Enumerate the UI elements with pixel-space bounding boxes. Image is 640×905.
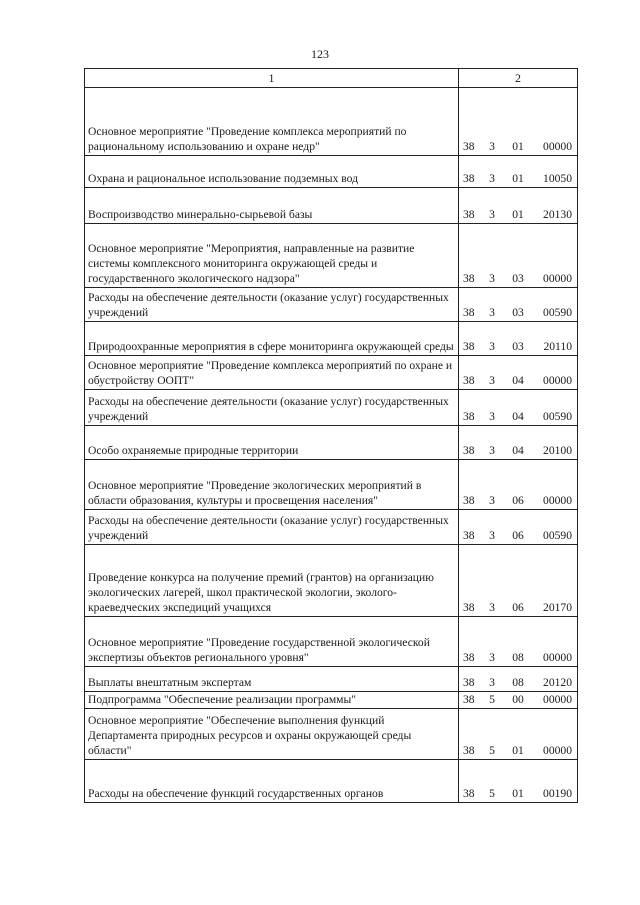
subprogram-code: 3 [489, 208, 495, 221]
table-row [85, 667, 578, 692]
program-code: 38 [463, 172, 475, 185]
direction-code: 00000 [543, 651, 572, 664]
program-code: 38 [463, 444, 475, 457]
subprogram-code: 3 [489, 272, 495, 285]
program-code: 38 [463, 306, 475, 319]
direction-code: 00590 [543, 306, 572, 319]
row-classification-code [459, 156, 578, 188]
subprogram-code: 3 [489, 172, 495, 185]
subprogram-code: 3 [489, 410, 495, 423]
event-code: 06 [512, 601, 524, 614]
row-classification-code [459, 667, 578, 692]
event-code: 01 [512, 140, 524, 153]
event-code: 01 [512, 172, 524, 185]
subprogram-code: 3 [489, 444, 495, 457]
subprogram-code: 3 [489, 306, 495, 319]
direction-code: 20120 [543, 676, 572, 689]
row-classification-code [459, 760, 578, 803]
program-code: 38 [463, 140, 475, 153]
program-code: 38 [463, 744, 475, 757]
program-code: 38 [463, 693, 475, 706]
program-code: 38 [463, 651, 475, 664]
direction-code: 00000 [543, 744, 572, 757]
subprogram-code: 3 [489, 494, 495, 507]
row-description: Основное мероприятие "Проведение экологических мероприятий в области образования, культуры и просвещения населения" [85, 460, 459, 510]
subprogram-code: 5 [489, 693, 495, 706]
table-row [85, 617, 578, 667]
event-code: 08 [512, 651, 524, 664]
row-description: Основное мероприятие "Обеспечение выполнения функций Департамента природных ресурсов и охраны окружающей среды области" [85, 709, 459, 760]
row-classification-code [459, 356, 578, 390]
table-row [85, 692, 578, 709]
row-classification-code [459, 322, 578, 356]
event-code: 01 [512, 208, 524, 221]
event-code: 03 [512, 272, 524, 285]
subprogram-code: 5 [489, 787, 495, 800]
row-description: Расходы на обеспечение деятельности (оказание услуг) государственных учреждений [85, 390, 459, 426]
table-row [85, 545, 578, 617]
subprogram-code: 3 [489, 374, 495, 387]
event-code: 01 [512, 787, 524, 800]
row-description: Особо охраняемые природные территории [85, 426, 459, 460]
event-code: 06 [512, 529, 524, 542]
column-header-2: 2 [459, 69, 578, 88]
row-classification-code [459, 709, 578, 760]
column-header-1: 1 [85, 69, 459, 88]
subprogram-code: 5 [489, 744, 495, 757]
event-code: 03 [512, 340, 524, 353]
row-description: Проведение конкурса на получение премий (грантов) на организацию экологических лагерей, школ практической экологии, эколого-краеведческих экспедиций учащихся [85, 545, 459, 617]
program-code: 38 [463, 374, 475, 387]
row-description: Расходы на обеспечение деятельности (оказание услуг) государственных учреждений [85, 510, 459, 545]
direction-code: 20130 [543, 208, 572, 221]
direction-code: 00000 [543, 693, 572, 706]
row-description: Природоохранные мероприятия в сфере мониторинга окружающей среды [85, 322, 459, 356]
row-classification-code [459, 510, 578, 545]
row-description: Основное мероприятие "Проведение государственной экологической экспертизы объектов регионального уровня" [85, 617, 459, 667]
table-row [85, 390, 578, 426]
event-code: 01 [512, 744, 524, 757]
event-code: 04 [512, 410, 524, 423]
table-body [85, 88, 578, 803]
direction-code: 20110 [543, 340, 572, 353]
row-classification-code [459, 426, 578, 460]
table-row [85, 510, 578, 545]
budget-classification-table [84, 68, 578, 803]
subprogram-code: 3 [489, 651, 495, 664]
direction-code: 00000 [543, 374, 572, 387]
direction-code: 00000 [543, 140, 572, 153]
subprogram-code: 3 [489, 601, 495, 614]
row-description: Основное мероприятие "Проведение комплекса мероприятий по охране и обустройству ООПТ" [85, 356, 459, 390]
event-code: 06 [512, 494, 524, 507]
program-code: 38 [463, 787, 475, 800]
page-number: 123 [311, 47, 329, 61]
program-code: 38 [463, 340, 475, 353]
row-description: Охрана и рациональное использование подземных вод [85, 156, 459, 188]
table-row [85, 224, 578, 288]
row-description: Расходы на обеспечение функций государственных органов [85, 760, 459, 803]
direction-code: 00590 [543, 410, 572, 423]
row-description: Выплаты внештатным экспертам [85, 667, 459, 692]
table-row [85, 709, 578, 760]
row-classification-code [459, 545, 578, 617]
row-classification-code [459, 224, 578, 288]
event-code: 00 [512, 693, 524, 706]
event-code: 03 [512, 306, 524, 319]
table-row [85, 188, 578, 224]
direction-code: 20100 [543, 444, 572, 457]
event-code: 04 [512, 444, 524, 457]
program-code: 38 [463, 676, 475, 689]
table-row [85, 288, 578, 322]
row-classification-code [459, 288, 578, 322]
direction-code: 00590 [543, 529, 572, 542]
table-row [85, 460, 578, 510]
row-classification-code [459, 188, 578, 224]
event-code: 04 [512, 374, 524, 387]
direction-code: 00190 [543, 787, 572, 800]
program-code: 38 [463, 410, 475, 423]
row-classification-code [459, 88, 578, 156]
table-row [85, 156, 578, 188]
row-description: Расходы на обеспечение деятельности (оказание услуг) государственных учреждений [85, 288, 459, 322]
table-row [85, 760, 578, 803]
program-code: 38 [463, 272, 475, 285]
program-code: 38 [463, 601, 475, 614]
direction-code: 00000 [543, 494, 572, 507]
table-row [85, 88, 578, 156]
table-row [85, 356, 578, 390]
direction-code: 20170 [543, 601, 572, 614]
subprogram-code: 3 [489, 140, 495, 153]
program-code: 38 [463, 529, 475, 542]
subprogram-code: 3 [489, 676, 495, 689]
row-classification-code [459, 617, 578, 667]
table-row [85, 426, 578, 460]
row-description: Основное мероприятие "Проведение комплекса мероприятий по рациональному использованию и охране недр" [85, 88, 459, 156]
subprogram-code: 3 [489, 529, 495, 542]
direction-code: 00000 [543, 272, 572, 285]
program-code: 38 [463, 494, 475, 507]
row-classification-code [459, 692, 578, 709]
row-classification-code [459, 390, 578, 426]
event-code: 08 [512, 676, 524, 689]
row-description: Основное мероприятие "Мероприятия, направленные на развитие системы комплексного мониторинга окружающей среды и государственного экологического надзора" [85, 224, 459, 288]
subprogram-code: 3 [489, 340, 495, 353]
table-row [85, 322, 578, 356]
program-code: 38 [463, 208, 475, 221]
row-description: Воспроизводство минерально-сырьевой базы [85, 188, 459, 224]
row-description: Подпрограмма "Обеспечение реализации программы" [85, 692, 459, 709]
row-classification-code [459, 460, 578, 510]
direction-code: 10050 [543, 172, 572, 185]
